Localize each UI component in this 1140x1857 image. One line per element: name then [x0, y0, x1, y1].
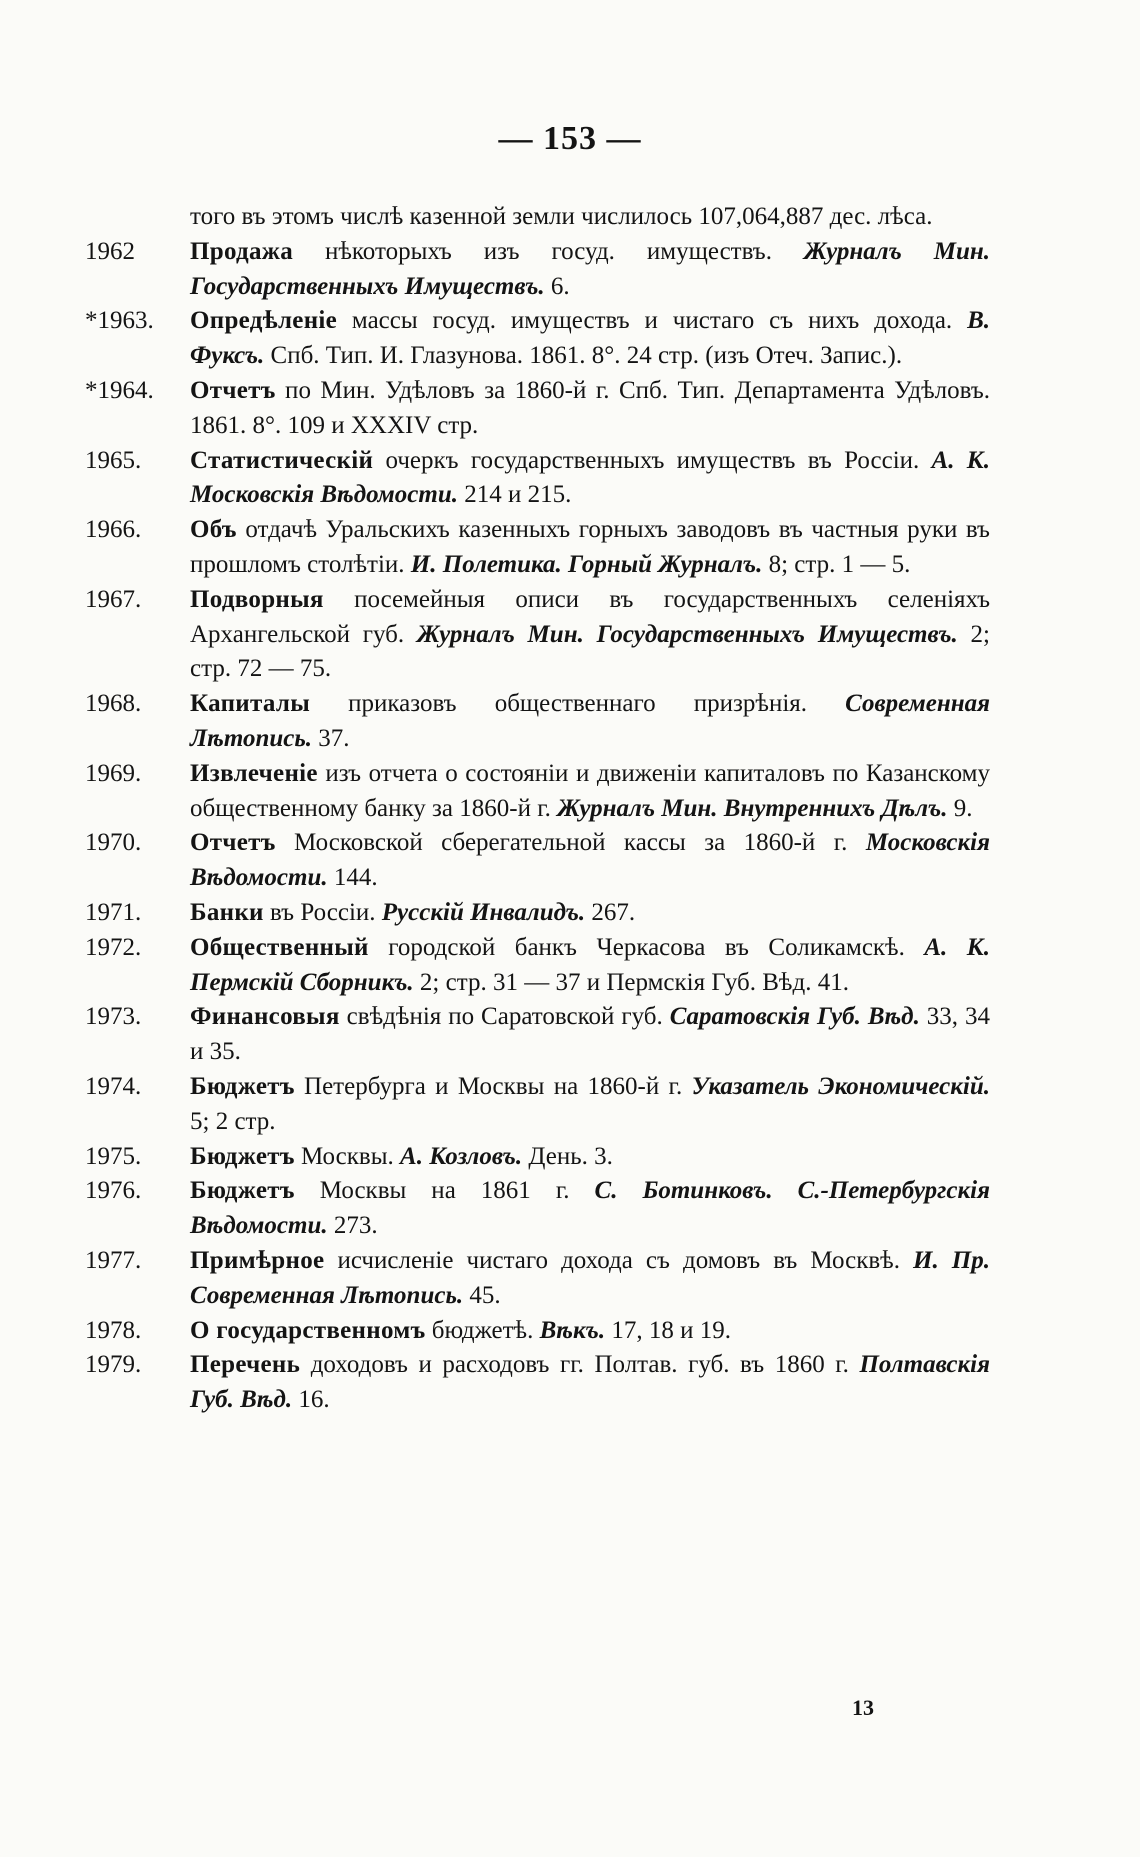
entry-number: 1970.	[85, 829, 142, 857]
entry-text: городской банкъ Черкасова въ Соликамскѣ.	[368, 933, 925, 961]
bibliography-entry	[85, 687, 990, 757]
entry-number: 1973.	[85, 1003, 142, 1031]
entry-number: 1969.	[85, 759, 142, 787]
entry-title: Общественный	[190, 933, 369, 961]
entry-number: 1972.	[85, 933, 142, 961]
bibliography-entry	[85, 1140, 990, 1175]
entry-title: Перечень	[190, 1351, 301, 1379]
entry-number: 1979.	[85, 1351, 142, 1379]
entry-source: В. Фуксъ.	[190, 307, 990, 370]
entry-text: нѣкоторыхъ изъ госуд. имуществъ.	[293, 237, 804, 265]
entry-source: Московскія Вѣдомости.	[190, 829, 990, 892]
entry-number: 1971.	[85, 898, 142, 926]
bibliography-entry	[85, 235, 990, 305]
entry-source: И. Полетика. Горный Журналъ.	[410, 550, 763, 578]
entry-text-end: 214 и 215.	[458, 481, 572, 509]
entry-number: *1964.	[85, 376, 154, 404]
entry-text-end: День. 3.	[522, 1142, 613, 1170]
bibliography-entry	[85, 374, 990, 444]
entry-title: Бюджетъ	[190, 1072, 295, 1100]
entry-title: Отчетъ	[190, 376, 276, 404]
entry-number: 1965.	[85, 446, 142, 474]
page-number-header: — 153 —	[498, 120, 642, 157]
bibliography-entry	[85, 757, 990, 827]
entry-text: въ Россіи.	[263, 898, 382, 926]
entry-title: Извлеченіе	[190, 759, 318, 787]
entry-text-end: 45.	[463, 1281, 501, 1309]
bibliography-entry	[85, 444, 990, 514]
entry-text-end: 5; 2 стр.	[190, 1107, 276, 1135]
entry-text-end: 267.	[585, 898, 636, 926]
entry-source: Журналъ Мин. Государственныхъ Имуществъ.	[416, 620, 958, 648]
entry-text: Москвы.	[294, 1142, 401, 1170]
entry-text: исчисленіе чистаго дохода съ домовъ въ Москвѣ.	[324, 1246, 914, 1274]
entry-number: 1978.	[85, 1316, 142, 1344]
entry-source: А. К. Московскія Вѣдомости.	[190, 446, 990, 509]
bibliography-entry	[85, 513, 990, 583]
entry-number: 1966.	[85, 516, 142, 544]
entry-text: Петербурга и Москвы на 1860-й г.	[294, 1072, 692, 1100]
entry-title: Банки	[190, 898, 264, 926]
bibliography-entry	[85, 1244, 990, 1314]
entry-text: изъ отчета о состояніи и движеніи капиталовъ по Казанскому общественному банку за 1860-й г.	[190, 759, 990, 822]
bibliography-entry	[85, 931, 990, 1001]
entry-text: доходовъ и расходовъ гг. Полтав. губ. въ 1860 г.	[300, 1351, 860, 1379]
entry-text-end: 16.	[292, 1386, 330, 1414]
bibliography-entry	[85, 896, 990, 931]
entry-text: Москвы на 1861 г.	[294, 1177, 595, 1205]
entry-source: Вѣкъ.	[539, 1316, 606, 1344]
entry-text: массы госуд. имуществъ и чистаго съ нихъ дохода.	[337, 307, 968, 335]
entry-number: 1962	[85, 237, 135, 265]
entry-text: приказовъ общественнаго призрѣнія.	[310, 690, 846, 718]
entry-text-end: 6.	[544, 272, 570, 300]
entry-text-end: 8; стр. 1 — 5.	[762, 550, 911, 578]
entry-text: по Мин. Удѣловъ за 1860-й г. Спб. Тип. Департамента Удѣловъ. 1861. 8°. 109 и XXXIV стр.	[190, 376, 990, 439]
entry-text: очеркъ государственныхъ имуществъ въ Россіи.	[373, 446, 932, 474]
entry-title: Опредѣленіе	[190, 307, 338, 335]
entry-source: Русскій Инвалидъ.	[381, 898, 586, 926]
bibliography-entry	[85, 826, 990, 896]
entry-text-end: 2; стр. 72 — 75.	[190, 620, 990, 683]
entry-source: Современная Лѣтопись.	[190, 690, 990, 752]
entry-title: О государственномъ	[190, 1316, 426, 1344]
entry-number: *1963.	[85, 307, 154, 335]
entry-text-end: 144.	[327, 864, 378, 892]
entry-number: 1977.	[85, 1246, 142, 1274]
bibliography-entry	[85, 1174, 990, 1244]
entry-text: бюджетѣ.	[425, 1316, 540, 1344]
entry-number: 1967.	[85, 585, 142, 613]
entry-source: Журналъ Мин. Государственныхъ Имуществъ.	[190, 237, 990, 300]
entry-title: Продажа	[190, 237, 294, 265]
entry-number: 1975.	[85, 1142, 142, 1170]
bibliography-entry	[85, 1070, 990, 1140]
entry-text-end: 2; стр. 31 — 37 и Пермскія Губ. Вѣд. 41.	[413, 968, 849, 996]
entry-number: 1976.	[85, 1177, 142, 1205]
bibliography-entry	[85, 1000, 990, 1070]
continuation-text: того въ этомъ числѣ казенной земли числилось 107,064,887 дес. лѣса.	[190, 203, 933, 230]
bibliography-entry	[85, 1314, 990, 1349]
entry-source: Саратовскія Губ. Вѣд.	[669, 1003, 920, 1031]
entry-text-end: 273.	[327, 1212, 378, 1240]
entry-text-end: Спб. Тип. И. Глазунова. 1861. 8°. 24 стр. (изъ Отеч. Запис.).	[264, 342, 903, 370]
signature-mark: 13	[852, 1695, 874, 1720]
entry-title: Бюджетъ	[190, 1142, 295, 1170]
entry-source: Полтавскія Губ. Вѣд.	[190, 1351, 990, 1414]
entry-source: Указатель Экономическій.	[691, 1072, 991, 1100]
bibliography-entry	[85, 1348, 990, 1418]
entry-source: А. К. Пермскій Сборникъ.	[190, 933, 990, 996]
entry-title: Финансовыя	[190, 1003, 340, 1031]
entry-title: Объ	[190, 516, 237, 544]
entry-title: Бюджетъ	[190, 1177, 295, 1205]
entry-title: Примѣрное	[190, 1246, 325, 1274]
entry-text: посемейныя описи въ государственныхъ селеніяхъ Архангельской губ.	[190, 585, 990, 648]
entry-title: Подворныя	[190, 585, 324, 613]
bibliography-entry	[85, 304, 990, 374]
entry-number: 1968.	[85, 690, 142, 718]
entry-text-end: 37.	[312, 724, 350, 752]
entry-title: Капиталы	[190, 690, 311, 718]
entry-number: 1974.	[85, 1072, 142, 1100]
entry-text: свѣдѣнія по Саратовской губ.	[339, 1003, 670, 1031]
entry-text-end: 33, 34 и 35.	[190, 1003, 990, 1066]
entry-text-end: 9.	[947, 794, 973, 822]
entry-source: А. Козловъ.	[400, 1142, 523, 1170]
entry-title: Отчетъ	[190, 829, 276, 857]
entry-source: Журналъ Мин. Внутреннихъ Дѣлъ.	[557, 794, 948, 822]
entry-text: отдачѣ Уральскихъ казенныхъ горныхъ заводовъ въ частныя руки въ прошломъ столѣтіи.	[190, 516, 990, 578]
entry-source: С. Ботинковъ. С.-Петербургскія Вѣдомости.	[190, 1177, 990, 1240]
bibliography-entry	[85, 583, 990, 687]
entry-title: Статистическій	[190, 446, 374, 474]
entry-text-end: 17, 18 и 19.	[605, 1316, 731, 1344]
entry-text: Московской сберегательной кассы за 1860-й г.	[275, 829, 866, 857]
entries-container	[85, 235, 990, 1418]
bibliography-list	[85, 200, 990, 1418]
entry-source: И. Пр. Современная Лѣтопись.	[190, 1246, 990, 1309]
